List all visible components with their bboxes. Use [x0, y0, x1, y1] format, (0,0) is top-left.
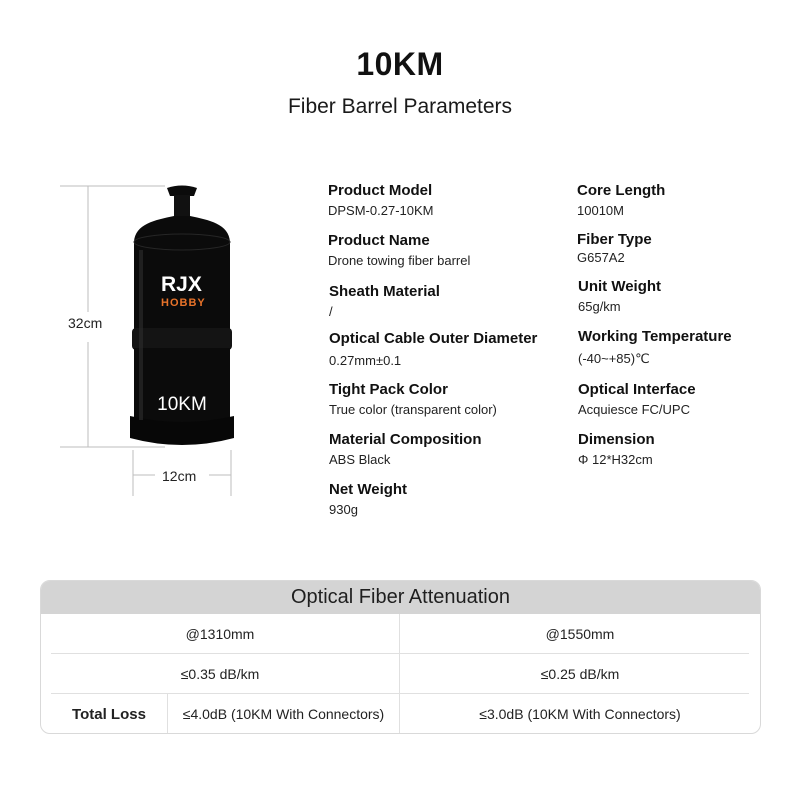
param-label: Unit Weight	[578, 278, 662, 295]
param-value: 65g/km	[578, 299, 621, 314]
param-label: Sheath Material	[329, 283, 440, 300]
table-divider	[51, 653, 749, 654]
page-subtitle: Fiber Barrel Parameters	[287, 95, 513, 118]
param-core-length	[577, 182, 665, 218]
attenuation-table	[40, 580, 761, 734]
barrel-middle-seam	[132, 328, 232, 350]
param-label: Product Model	[328, 182, 433, 199]
param-dimension	[578, 431, 655, 467]
param-value: Drone towing fiber barrel	[328, 253, 471, 268]
barrel-nozzle	[174, 195, 190, 217]
per-km-1310-cell: ≤0.35 dB/km	[180, 666, 260, 682]
total-loss-1310-cell: ≤4.0dB (10KM With Connectors)	[182, 706, 385, 722]
param-value: G657A2	[577, 250, 625, 265]
param-label: Net Weight	[329, 481, 408, 498]
param-net-weight	[329, 481, 407, 517]
attenuation-table-title: Optical Fiber Attenuation	[41, 581, 760, 614]
total-loss-label: Total Loss	[72, 706, 146, 723]
param-label: Core Length	[577, 182, 666, 199]
brand-logo-text: RJX	[161, 273, 202, 296]
brand-logo-subtext: HOBBY	[161, 297, 206, 309]
fiber-barrel-image	[55, 180, 255, 500]
width-dimension-label: 12cm	[162, 468, 197, 484]
param-label: Material Composition	[329, 431, 482, 448]
barrel-model-label: 10KM	[157, 394, 207, 415]
barrel-nozzle-cap	[167, 186, 197, 197]
param-cable-outer-diameter	[329, 330, 537, 368]
table-divider	[51, 693, 749, 694]
param-label: Optical Interface	[578, 381, 696, 398]
param-value: True color (transparent color)	[329, 402, 497, 417]
param-label: Dimension	[578, 431, 655, 448]
param-value: DPSM-0.27-10KM	[328, 203, 434, 218]
param-label: Optical Cable Outer Diameter	[329, 330, 538, 347]
param-fiber-type	[577, 231, 652, 265]
param-value: Φ 12*H32cm	[578, 452, 653, 467]
param-value: /	[329, 304, 333, 319]
param-working-temperature	[578, 328, 732, 367]
param-product-model	[328, 182, 433, 218]
param-value: Acquiesce FC/UPC	[578, 402, 690, 417]
param-label: Fiber Type	[577, 231, 652, 248]
param-tight-pack-color	[329, 381, 497, 417]
param-value: 10010M	[577, 203, 624, 218]
param-material-composition	[329, 431, 482, 467]
param-optical-interface	[578, 381, 696, 417]
param-value: (-40~+85)℃	[578, 351, 650, 366]
per-km-1550-cell: ≤0.25 dB/km	[540, 666, 620, 682]
param-value: ABS Black	[329, 452, 391, 467]
wavelength-1550-cell: @1550mm	[545, 626, 615, 642]
param-label: Product Name	[328, 232, 430, 249]
param-product-name	[328, 232, 470, 268]
param-label: Working Temperature	[578, 328, 732, 345]
param-value: 0.27mm±0.1	[329, 353, 402, 368]
total-loss-1550-cell: ≤3.0dB (10KM With Connectors)	[479, 706, 681, 722]
height-dimension-label: 32cm	[68, 315, 103, 331]
param-unit-weight	[578, 278, 661, 314]
param-value: 930g	[329, 502, 358, 517]
barrel-highlight	[139, 250, 143, 420]
param-sheath-material	[329, 283, 440, 319]
param-label: Tight Pack Color	[329, 381, 448, 398]
wavelength-1310-cell: @1310mm	[185, 626, 255, 642]
page-title: 10KM	[356, 46, 444, 82]
